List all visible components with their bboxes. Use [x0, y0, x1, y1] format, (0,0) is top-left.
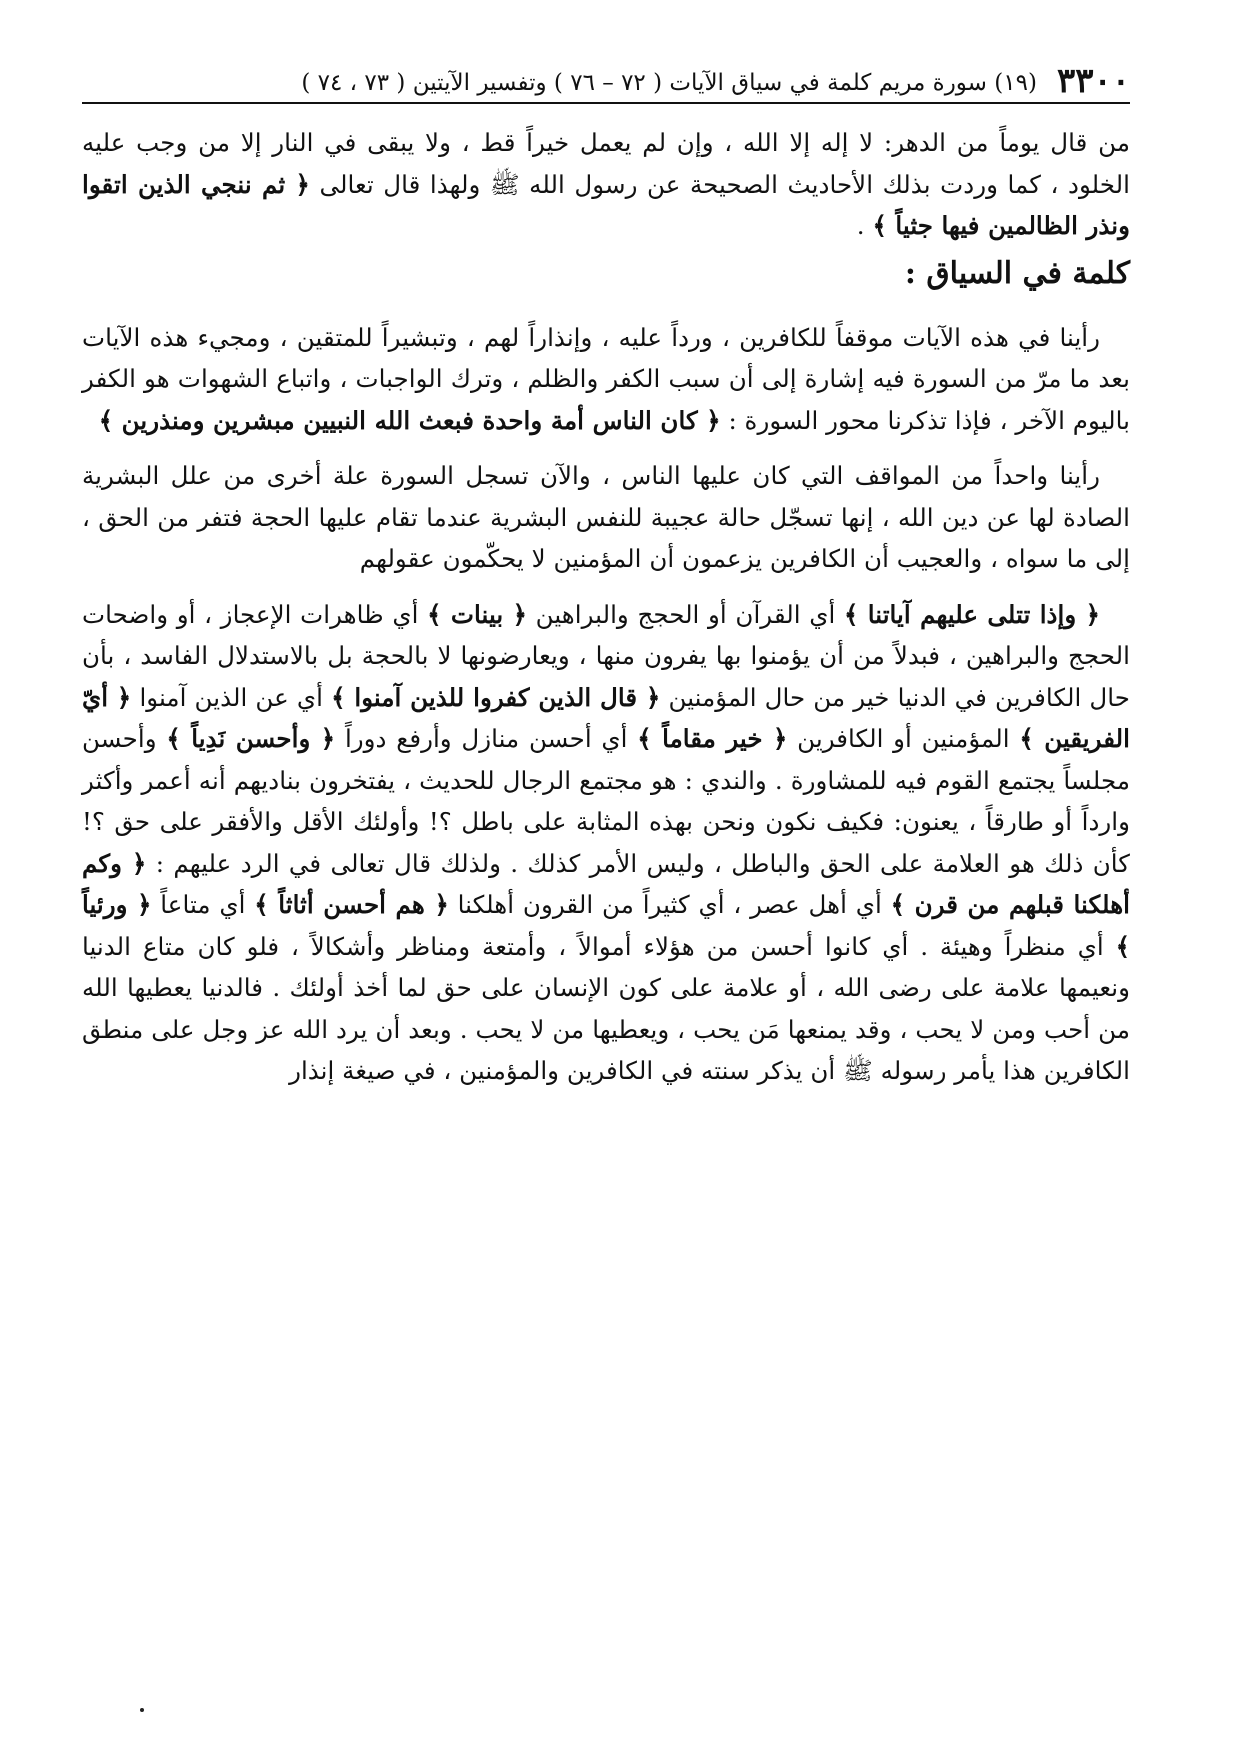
quran-quote: ﴿ وإذا تتلى عليهم آياتنا ﴾: [843, 599, 1101, 629]
quran-quote: ﴿ قال الذين كفروا للذين آمنوا ﴾: [331, 682, 661, 712]
quran-quote: ﴿ هم أحسن أثاثاً ﴾: [254, 890, 449, 919]
book-page: [82, 58, 1130, 1718]
text-run: وأحسن مجلساً يجتمع القوم فيه للمشاورة . والندي : هو مجتمع الرجال للحديث ، يفتخرون بناديهم أنه أعمر وأكثر وارداً أو طارقاً ، يعنون: فكيف نكون ونحن بهذه المثابة على باطل ؟! وأولئك الأقل والأفقر على حق ؟! كأن ذلك هو العلامة على الحق والباطل ، وليس الأمر كذلك . ولذلك قال تعالى في الرد عليهم :: [82, 724, 1130, 878]
quran-quote: ﴿ بينات ﴾: [427, 599, 528, 629]
text-run: أي عن الذين آمنوا: [131, 682, 332, 712]
text-run: أي أهل عصر ، أي كثيراً من القرون أهلكنا: [448, 890, 891, 919]
quran-quote: ﴿ ورئياً ﴾: [82, 890, 1130, 961]
quran-quote: ﴿ ثم ننجي الذين اتقوا ونذر الظالمين فيها جثياً ﴾: [82, 169, 1130, 240]
text-run: المؤمنين أو الكافرين: [787, 724, 1020, 753]
paragraph: [82, 455, 1130, 580]
body-text: [82, 122, 1130, 1092]
section-heading: [82, 253, 1130, 295]
quran-quote: ﴿ وأحسن نَدِياً ﴾: [166, 724, 336, 753]
quran-quote: ﴿ أيّ الفريقين ﴾: [82, 682, 1130, 753]
stray-dot: [140, 1708, 144, 1712]
text-run: أي منظراً وهيئة . أي كانوا أحسن من هؤلاء أموالاً ، وأمتعة ومناظر وأشكالاً ، فلو كان متاع الدنيا ونعيمها علامة على رضى الله ، أو علامة على كون الإنسان على حق لما أخذ أولئك . فالدنيا يعطيها الله من أحب ومن لا يحب ، وقد يمنعها مَن يحب ، ويعطيها من لا يحب . وبعد أن يرد الله عز وجل على منطق الكافرين هذا يأمر رسوله ﷺ أن يذكر سنته في الكافرين والمؤمنين ، في صيغة إنذار: [82, 931, 1130, 1085]
text-run: أي القرآن أو الحجج والبراهين: [527, 599, 844, 629]
text-run: من قال يوماً من الدهر: لا إله إلا الله ، وإن لم يعمل خيراً قط ، ولا يبقى في النار إلا من وجب عليه الخلود ، كما وردت بذلك الأحاديث الصحيحة عن رسول الله ﷺ ولهذا قال تعالى: [82, 128, 1130, 199]
text-run: .: [856, 211, 873, 240]
running-title: (١٩) سورة مريم كلمة في سياق الآيات ( ٧٢ – ٧٦ ) وتفسير الآيتين ( ٧٣ ، ٧٤ ): [301, 70, 1037, 97]
paragraph: [82, 122, 1130, 247]
text-run: رأينا في هذه الآيات موقفاً للكافرين ، ورداً عليه ، وإنذاراً لهم ، وتبشيراً للمتقين ، ومجيء هذه الآيات بعد ما مرّ من السورة فيه إشارة إلى أن سبب الكفر والظلم ، وترك الواجبات ، واتباع الشهوات هو الكفر باليوم الآخر ، فإذا تذكرنا محور السورة :: [82, 322, 1130, 435]
text-run: رأينا واحداً من المواقف التي كان عليها الناس ، والآن تسجل السورة علة أخرى من علل البشرية الصادة لها عن دين الله ، إنها تسجّل حالة عجيبة للنفس البشرية عندما تقام عليها الحجة فتفر من الحق ، إلى ما سواه ، والعجيب أن الكافرين يزعمون أن المؤمنين لا يحكّمون عقولهم: [82, 461, 1130, 573]
page-number: ٣٣٠٠: [1056, 61, 1130, 101]
text-run: أي متاعاً: [151, 890, 255, 919]
paragraph: [82, 594, 1130, 1092]
text-run: أي أحسن منازل وأرفع دوراً: [335, 724, 638, 753]
running-header: [82, 58, 1130, 104]
paragraph: [82, 317, 1130, 442]
quran-quote: ﴿ خير مقاماً ﴾: [637, 724, 788, 753]
quran-quote: ﴿ كان الناس أمة واحدة فبعث الله النبيين مبشرين ومنذرين ﴾: [98, 405, 721, 435]
text-run: كلمة في السياق :: [904, 255, 1130, 291]
quran-quote: ﴿ وكم أهلكنا قبلهم من قرن ﴾: [82, 848, 1130, 919]
text-run: أي ظاهرات الإعجاز ، أو واضحات الحجج والبراهين ، فبدلاً من أن يؤمنوا بها يفرون منها ، ويعارضونها لا بالحجة بل بالاستدلال الفاسد ، بأن حال الكافرين في الدنيا خير من حال المؤمنين: [82, 599, 1130, 712]
